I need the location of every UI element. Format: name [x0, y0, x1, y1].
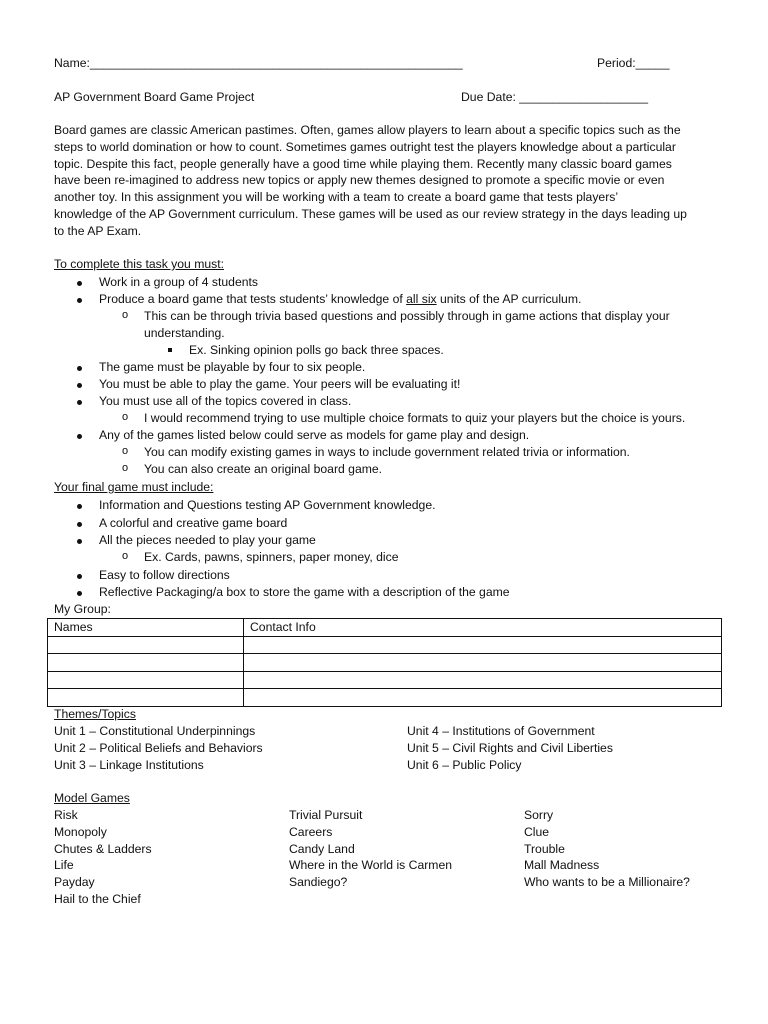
model-game-item: Trouble	[524, 842, 565, 856]
task-subitem: You can modify existing games in ways to include government related trivia or information.	[144, 445, 630, 459]
bullet-icon	[77, 383, 82, 388]
final-item: Reflective Packaging/a box to store the game with a description of the game	[99, 585, 510, 599]
unit-item: Unit 1 – Constitutional Underpinnings	[54, 724, 256, 738]
column-header-names: Names	[48, 619, 244, 637]
unit-item: Unit 2 – Political Beliefs and Behaviors	[54, 741, 263, 755]
models-heading: Model Games	[54, 791, 130, 805]
name-cell[interactable]	[48, 671, 244, 689]
name-cell[interactable]	[48, 636, 244, 654]
model-game-item: Risk	[54, 808, 78, 822]
intro-line: another toy. In this assignment you will be working with a team to create a board game that tests players’	[54, 190, 619, 205]
task-item	[99, 292, 581, 306]
circle-bullet-icon: o	[122, 550, 129, 562]
table-header-row	[48, 619, 722, 637]
task-item: You must use all of the topics covered in class.	[99, 394, 352, 408]
bullet-icon	[77, 434, 82, 439]
table-row	[48, 654, 722, 672]
model-game-item: Sandiego?	[289, 875, 348, 889]
square-bullet-icon	[168, 348, 172, 352]
bullet-icon	[77, 522, 82, 527]
final-item: Easy to follow directions	[99, 568, 230, 582]
bullet-icon	[77, 281, 82, 286]
due-date-field: Due Date: ___________________	[461, 90, 649, 104]
intro-line: have been re-imagined to address new topics or apply new themes designed to promote a specific movie or even	[54, 173, 665, 188]
period-field: Period:_____	[597, 56, 670, 70]
final-heading: Your final game must include:	[54, 480, 214, 494]
model-game-item: Monopoly	[54, 825, 107, 839]
bullet-icon	[77, 298, 82, 303]
model-game-item: Trivial Pursuit	[289, 808, 363, 822]
circle-bullet-icon: o	[122, 462, 129, 474]
task-item: The game must be playable by four to six people.	[99, 360, 366, 374]
task-heading: To complete this task you must:	[54, 257, 225, 271]
contact-cell[interactable]	[244, 689, 722, 707]
bullet-icon	[77, 591, 82, 596]
themes-heading: Themes/Topics	[54, 707, 136, 721]
bullet-icon	[77, 539, 82, 544]
intro-line: topic. Despite this fact, people generally have a good time while playing them. Recently many classic board games	[54, 156, 672, 171]
page-title: AP Government Board Game Project	[54, 90, 255, 104]
unit-item: Unit 6 – Public Policy	[407, 758, 522, 772]
bullet-icon	[77, 400, 82, 405]
unit-item: Unit 5 – Civil Rights and Civil Liberties	[407, 741, 613, 755]
task-item: Work in a group of 4 students	[99, 275, 258, 289]
model-game-item: Where in the World is Carmen	[289, 858, 453, 872]
unit-item: Unit 3 – Linkage Institutions	[54, 758, 204, 772]
contact-cell[interactable]	[244, 636, 722, 654]
bullet-icon	[77, 574, 82, 579]
bullet-icon	[77, 504, 82, 509]
task-item: You must be able to play the game. Your peers will be evaluating it!	[99, 377, 461, 391]
circle-bullet-icon: o	[122, 445, 129, 457]
name-cell[interactable]	[48, 689, 244, 707]
name-field: Name:_______________________________________________________	[54, 56, 463, 70]
table-row	[48, 671, 722, 689]
final-item: Information and Questions testing AP Government knowledge.	[99, 498, 436, 512]
circle-bullet-icon: o	[122, 309, 129, 321]
model-game-item: Life	[54, 858, 74, 872]
task-item: Any of the games listed below could serve as models for game play and design.	[99, 428, 530, 442]
model-game-item: Candy Land	[289, 842, 355, 856]
name-cell[interactable]	[48, 654, 244, 672]
unit-item: Unit 4 – Institutions of Government	[407, 724, 595, 738]
model-game-item: Mall Madness	[524, 858, 600, 872]
task-subitem: I would recommend trying to use multiple choice formats to quiz your players but the choice is yours.	[144, 411, 686, 425]
final-subitem: Ex. Cards, pawns, spinners, paper money, dice	[144, 550, 399, 564]
intro-line: to the AP Exam.	[54, 223, 142, 238]
bullet-icon	[77, 366, 82, 371]
final-item: All the pieces needed to play your game	[99, 533, 316, 547]
contact-cell[interactable]	[244, 654, 722, 672]
task-item-text: Produce a board game that tests students’ knowledge of	[99, 292, 407, 306]
final-item: A colorful and creative game board	[99, 516, 288, 530]
group-label: My Group:	[54, 602, 111, 616]
model-game-item: Payday	[54, 875, 95, 889]
model-game-item: Clue	[524, 825, 550, 839]
table-row	[48, 636, 722, 654]
model-game-item: Careers	[289, 825, 333, 839]
intro-line: steps to world domination or how to count. Sometimes games outright test the players knowledge about a particular	[54, 139, 676, 154]
task-subitem-cont: understanding.	[144, 326, 225, 340]
emphasis-all-six: all six	[406, 292, 437, 306]
model-game-item: Chutes & Ladders	[54, 842, 152, 856]
model-game-item: Sorry	[524, 808, 554, 822]
intro-line: knowledge of the AP Government curriculum. These games will be used as our review strategy in the days leading up	[54, 206, 687, 221]
task-subitem: You can also create an original board game.	[144, 462, 383, 476]
intro-line: Board games are classic American pastimes. Often, games allow players to learn about a specific topics such as the	[54, 123, 681, 137]
group-table	[47, 618, 722, 707]
task-subitem: This can be through trivia based questions and possibly through in game actions that display your	[144, 309, 670, 323]
task-example: Ex. Sinking opinion polls go back three spaces.	[189, 343, 444, 357]
model-game-item: Hail to the Chief	[54, 892, 141, 906]
column-header-contact: Contact Info	[244, 619, 722, 637]
contact-cell[interactable]	[244, 671, 722, 689]
task-item-text: units of the AP curriculum.	[436, 292, 582, 306]
intro-paragraph	[54, 122, 722, 240]
table-row	[48, 689, 722, 707]
circle-bullet-icon: o	[122, 411, 129, 423]
model-game-item: Who wants to be a Millionaire?	[524, 875, 690, 889]
